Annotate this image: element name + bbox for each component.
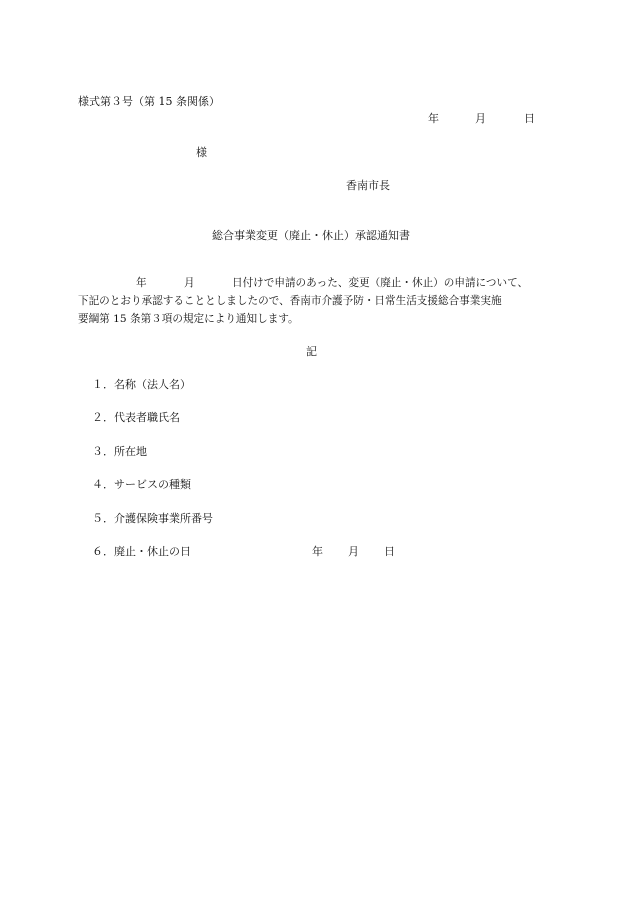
issue-date: [428, 113, 534, 125]
issue-date-day: 日: [524, 112, 535, 125]
list-item-number: ５．: [92, 512, 114, 525]
ki-heading: 記: [306, 345, 317, 358]
list-item-label: 介護保険事業所番号: [114, 512, 213, 525]
body-paragraph-line-3: 要綱第 15 条第３項の規定により通知します。: [78, 313, 299, 325]
list-item-label: サービスの種類: [114, 478, 191, 491]
body-month: 月: [184, 277, 195, 289]
list-item-number: ３．: [92, 445, 114, 458]
body-paragraph-line-2: 下記のとおり承認することとしましたので、香南市介護予防・日常生活支援総合事業実施: [78, 295, 502, 307]
list-item: [92, 546, 402, 559]
issue-date-year: 年: [428, 112, 439, 125]
list-item-label: 代表者職氏名: [114, 411, 180, 424]
list-item-number: ２．: [92, 411, 114, 424]
body-text: 日付けで申請のあった、変更（廃止・休止）の申請について、: [232, 277, 529, 289]
list-item-label: 所在地: [114, 445, 147, 458]
list-item-number: ６．: [92, 545, 114, 558]
discontinue-date-month: 月: [348, 545, 359, 558]
issuer-name: 香南市長: [346, 179, 390, 192]
issue-date-month: 月: [475, 112, 486, 125]
document-title: 総合事業変更（廃止・休止）承認通知書: [212, 229, 410, 242]
body-paragraph-line-1: [78, 278, 543, 290]
body-year: 年: [136, 277, 147, 289]
form-number: 様式第３号（第 15 条関係）: [78, 95, 220, 108]
discontinue-date-year: 年: [312, 545, 323, 558]
addressee-honorific: 様: [196, 146, 207, 159]
list-item-number: １．: [92, 378, 114, 391]
list-item-number: ４．: [92, 478, 114, 491]
discontinue-date-day: 日: [384, 545, 395, 558]
list-item-label: 廃止・休止の日: [114, 545, 191, 558]
list-item-label: 名称（法人名）: [114, 378, 191, 391]
